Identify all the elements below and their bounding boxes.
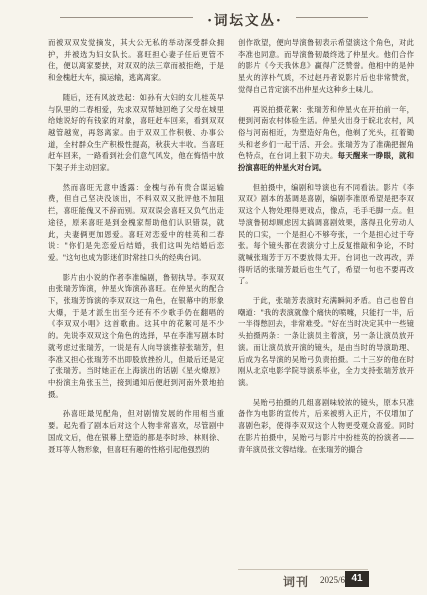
paragraph: 创作欲望，便向导演鲁韧表示希望演这个角色，对此李准也同意。而导演鲁韧最终选了仲星火。他们合作的影片《今天我休息》赢得广泛赞誉。他相中的是仲星火的淳朴气质，不过赵丹者说影片后也非常赞赏，觉得自己肯定演不出仲星火这种乡土味儿。 [238,38,414,94]
paragraph: 而被双双发觉摘发，其大公无私的举动深受群众拥护，并被选为妇女队长。喜旺担心妻子任后更管不住，便以离家要挟，对双双的法三章而被拒绝，于是和金槐赶大车，搞运输，逃离离家。 [48,38,224,83]
emphasized-text: 每天醒来一睁眼，就和扮演喜旺的仲星火对台词。 [238,151,414,173]
column-title: ·词坛文丛· [207,13,283,29]
footer-rule [238,569,368,570]
left-column [48,37,224,463]
paragraph: 然而喜旺无意中透露：金槐与孙有贵合谋运输费，但自己坚决没该出，不料双双又批评他不加阻拦，喜旺能傀又不辞而别。双双误会喜旺又负气出走途径，原来喜旺是到金槐家帮助他们认识错误，就此，夫妻俩更加恩爱。喜旺对恋爱中的桂英和二春说："你们是先恋爱后结婚，我们这叫先结婚后恋爱。"这句也成为影迷们时常挂口头的经典台词。 [48,182,224,262]
paragraph: 影片由小说的作者李准编剧，鲁韧执导。李双双由张瑞芳饰演，仲星火饰演孙喜旺。在仲星火的配合下，张瑞芳饰演的李双双这一角色，在银幕中的形象大爆，于是才派生出至今还有不少歌手仍在翻唱的《李双双小唱》这首歌曲。这其中的花絮可是不少的。先说李双双这个角色的选择，早在李准写剧本时就考虑过张瑞芳，一说是有人向导演推荐张瑞芳，但李准又担心张瑞芳不出即股放挫扮儿，但最后还是定了张瑞芳。当时她正在上海演出的话剧《星火燎原》中扮演主角张玉兰，接到通知后便赶到河南外景地拍摄。 [48,272,224,399]
paragraph: 孙喜旺最见配角，但对剧情发展的作用相当重要。起先看了剧本后对这个人物非常喜欢，尽管剧中国成文后，他在银幕上塑造的都是李时珍、林则徐、聂耳等人物形象，但喜旺有趣的性格引起他强烈的 [48,409,224,454]
page-header [0,0,427,30]
page-footer [0,565,427,595]
paragraph [238,104,414,174]
paragraph-text: 再说拍摄花絮：张瑞芳和仲星火在开拍前一年，便到河南农村体验生活。仲星火出身于皖北农村，风俗与河南相近，为塑造好角色，他剃了光头，扛着锄头和老乡们一起干活、开会。张瑞芳为了准确把握角色特点，在台词上狠下功夫。 [238,104,414,161]
paragraph: 但拍摄中，编剧和导演也有不同看法。影片《李双双》剧本的基调是喜剧，编剧李准原希望是把李双双这个人物处理得更戏点，像点，毛手毛脚一点。但导演鲁韧却顾虑因太搞调喜剧效果，落得丑化劳动人民的口实，一个是担心不够夸张，一个是担心过于夸张。每个镜头都在表演分寸上反复推敲和争论，不时就喊张瑞芳于万不要放得太开。台词也一改再改，弄得听话的张瑞芳最后也生气了，希望一句也不要再改了。 [238,182,414,286]
header-rule-left [60,17,193,18]
page-number: 41 [345,571,369,587]
paragraph: 于此，张瑞芳表演时充满瞬间矛盾。自己也曾自嘲道："我的表演就像个痛快的喷嚏，只能打一半，后一半得憋回去，非常难受。"好在当时决定其中一些镜头拍摄两条：一条让演员主着演，另一条让演员放开演。而让演员放开演的镜头，是由当时的导演助理、后成为名导演的吴贻弓负责拍摄。二十三岁的他在时刚从北京电影学院导演系毕业，全力支持张瑞芳放开演。 [238,296,414,387]
magazine-logo: 词刊 [283,575,310,589]
issue-date: 2025/6 [320,575,346,585]
right-column [238,37,414,463]
header-rule-right [296,17,368,18]
paragraph: 吴贻弓拍摄的几组喜剧味较浓的镜头，原本只准备作为电影的宣传片，后来被剪入正片，不仅增加了喜剧色彩，使得李双双这个人物更受观众喜爱。同时在影片拍摄中，吴贻弓与影片中扮桂英的扮演者——青年演员张文蓉结缘。在张瑞芳的撮合 [238,397,414,454]
paragraph: 随后，还有风波迭起：如孙有大妇的女儿桂英早与队里的二春相爱，先求双双帮她回绝了父母在城里给她说好的有钱家的对象，喜旺赶车回来，看到双双越管越宽，再怒离家。由于双双工作积极、办事公道，全村群众生产积极性提高，秋获大丰收。当喜旺赶车回来，一路看到社会们意气风发，他在悔悟中放下架子并主动回家。 [48,92,224,173]
